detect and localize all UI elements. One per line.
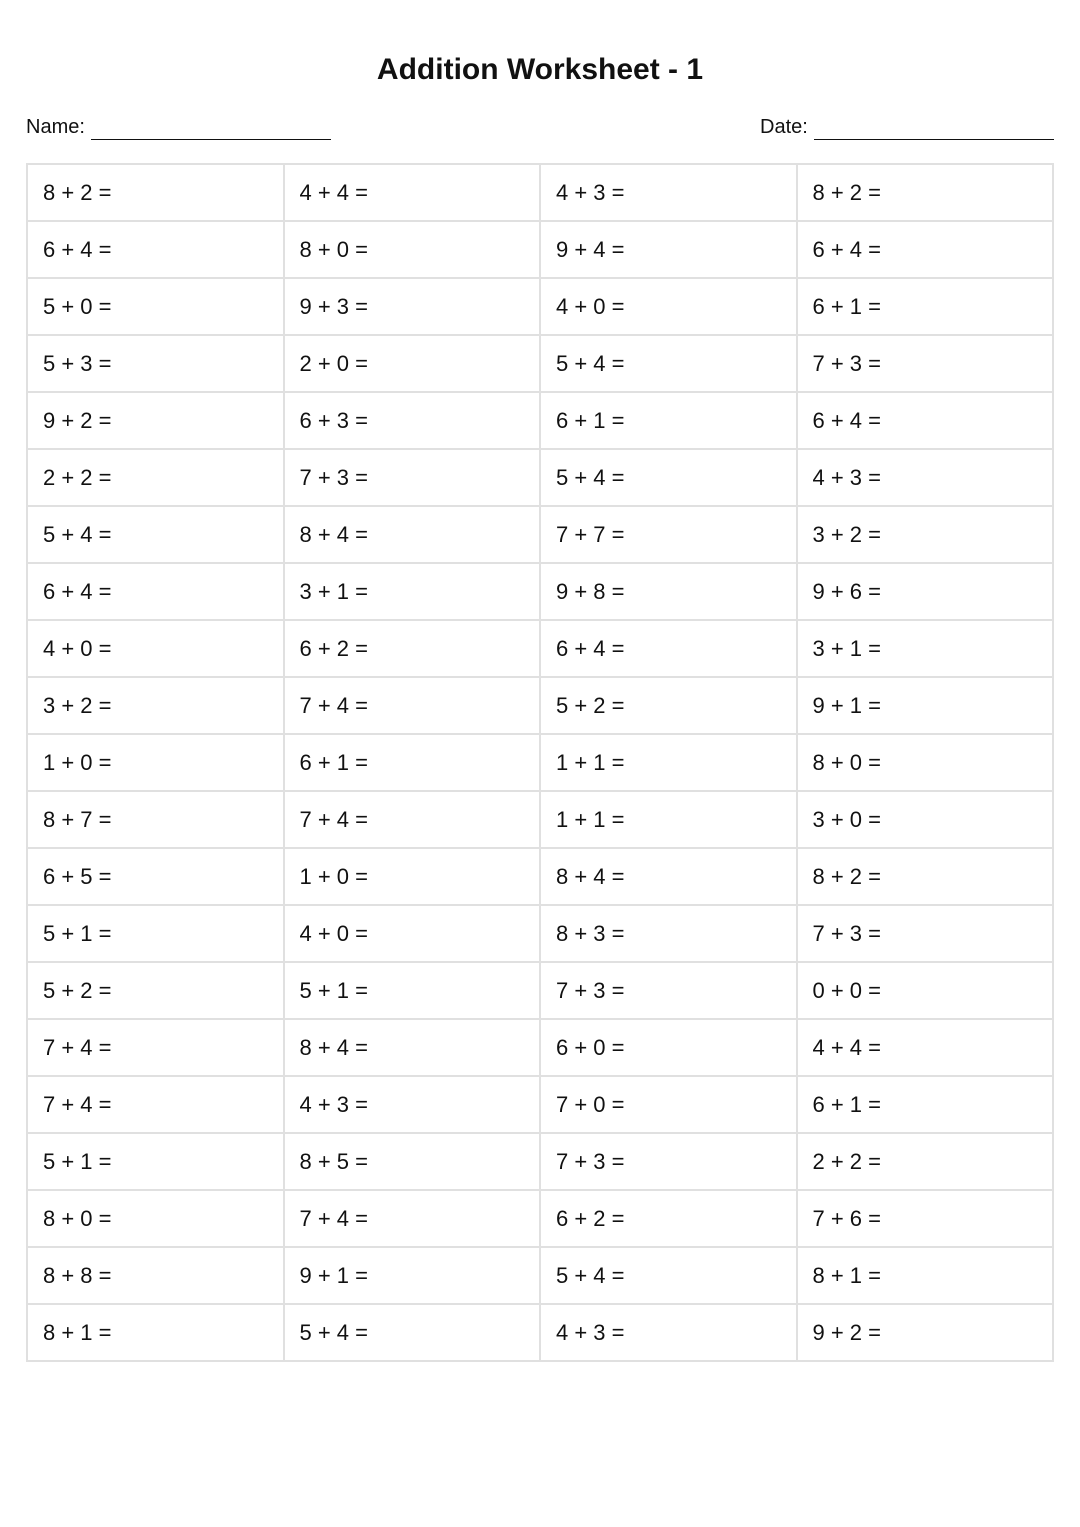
problem-cell: 5 + 4 = [27, 506, 284, 563]
problem-cell: 5 + 4 = [540, 449, 797, 506]
problem-cell: 6 + 4 = [27, 563, 284, 620]
problem-row [27, 620, 1053, 677]
problem-cell: 8 + 0 = [797, 734, 1054, 791]
problem-row [27, 164, 1053, 221]
problem-cell: 7 + 4 = [27, 1076, 284, 1133]
problem-cell: 8 + 0 = [27, 1190, 284, 1247]
problem-cell: 8 + 5 = [284, 1133, 541, 1190]
problem-row [27, 563, 1053, 620]
problem-cell: 8 + 2 = [797, 164, 1054, 221]
problem-cell: 9 + 1 = [797, 677, 1054, 734]
problem-cell: 7 + 0 = [540, 1076, 797, 1133]
problem-cell: 5 + 3 = [27, 335, 284, 392]
problem-cell: 8 + 2 = [27, 164, 284, 221]
problem-cell: 1 + 0 = [284, 848, 541, 905]
problem-cell: 8 + 7 = [27, 791, 284, 848]
problem-cell: 7 + 3 = [797, 905, 1054, 962]
problem-cell: 5 + 4 = [540, 1247, 797, 1304]
problem-cell: 7 + 3 = [797, 335, 1054, 392]
problems-table [26, 163, 1054, 1362]
problem-cell: 6 + 2 = [284, 620, 541, 677]
name-blank-line[interactable] [91, 117, 331, 140]
problem-cell: 6 + 4 = [797, 221, 1054, 278]
problem-cell: 5 + 1 = [284, 962, 541, 1019]
problem-cell: 9 + 6 = [797, 563, 1054, 620]
problem-row [27, 1133, 1053, 1190]
problem-cell: 5 + 4 = [540, 335, 797, 392]
problem-cell: 7 + 3 = [540, 1133, 797, 1190]
problem-row [27, 734, 1053, 791]
problem-row [27, 335, 1053, 392]
problem-cell: 6 + 3 = [284, 392, 541, 449]
problem-row [27, 221, 1053, 278]
problem-cell: 9 + 2 = [27, 392, 284, 449]
problem-row [27, 506, 1053, 563]
problem-cell: 1 + 1 = [540, 791, 797, 848]
date-field [760, 114, 1054, 140]
problem-cell: 7 + 6 = [797, 1190, 1054, 1247]
date-label: Date: [760, 116, 808, 138]
problem-cell: 4 + 0 = [284, 905, 541, 962]
problem-cell: 6 + 5 = [27, 848, 284, 905]
name-label: Name: [26, 116, 85, 138]
problem-cell: 8 + 8 = [27, 1247, 284, 1304]
problem-cell: 9 + 8 = [540, 563, 797, 620]
problem-cell: 5 + 0 = [27, 278, 284, 335]
worksheet-title: Addition Worksheet - 1 [376, 53, 704, 86]
problem-cell: 4 + 0 = [27, 620, 284, 677]
problem-cell: 8 + 1 = [27, 1304, 284, 1361]
problem-cell: 5 + 2 = [540, 677, 797, 734]
problem-cell: 6 + 1 = [284, 734, 541, 791]
problem-cell: 7 + 4 = [284, 677, 541, 734]
problem-cell: 6 + 1 = [540, 392, 797, 449]
problem-cell: 3 + 0 = [797, 791, 1054, 848]
problem-cell: 7 + 3 = [284, 449, 541, 506]
problem-cell: 6 + 4 = [540, 620, 797, 677]
problem-cell: 2 + 0 = [284, 335, 541, 392]
problem-row [27, 677, 1053, 734]
problem-cell: 6 + 1 = [797, 1076, 1054, 1133]
problem-cell: 4 + 3 = [797, 449, 1054, 506]
problem-cell: 4 + 3 = [284, 1076, 541, 1133]
problem-cell: 4 + 3 = [540, 164, 797, 221]
problem-cell: 8 + 4 = [284, 1019, 541, 1076]
problem-row [27, 1076, 1053, 1133]
problem-cell: 5 + 2 = [27, 962, 284, 1019]
problem-cell: 6 + 2 = [540, 1190, 797, 1247]
problem-cell: 1 + 1 = [540, 734, 797, 791]
problem-row [27, 848, 1053, 905]
problem-cell: 6 + 0 = [540, 1019, 797, 1076]
problem-cell: 3 + 2 = [27, 677, 284, 734]
name-field [26, 114, 331, 140]
problem-row [27, 791, 1053, 848]
problem-row [27, 905, 1053, 962]
problem-cell: 5 + 4 = [284, 1304, 541, 1361]
problem-cell: 7 + 4 = [27, 1019, 284, 1076]
problem-cell: 3 + 1 = [284, 563, 541, 620]
problem-cell: 2 + 2 = [797, 1133, 1054, 1190]
problem-cell: 7 + 4 = [284, 1190, 541, 1247]
problem-cell: 8 + 4 = [540, 848, 797, 905]
problem-row [27, 1304, 1053, 1361]
problem-cell: 7 + 3 = [540, 962, 797, 1019]
problem-row [27, 449, 1053, 506]
problem-cell: 9 + 1 = [284, 1247, 541, 1304]
problem-cell: 2 + 2 = [27, 449, 284, 506]
problem-cell: 9 + 3 = [284, 278, 541, 335]
problem-cell: 6 + 4 = [797, 392, 1054, 449]
problem-row [27, 278, 1053, 335]
problem-cell: 3 + 1 = [797, 620, 1054, 677]
problem-row [27, 962, 1053, 1019]
problem-cell: 8 + 1 = [797, 1247, 1054, 1304]
problem-cell: 7 + 4 = [284, 791, 541, 848]
problem-cell: 7 + 7 = [540, 506, 797, 563]
problem-cell: 8 + 4 = [284, 506, 541, 563]
problem-row [27, 1190, 1053, 1247]
problem-row [27, 1247, 1053, 1304]
problem-cell: 8 + 0 = [284, 221, 541, 278]
problem-cell: 5 + 1 = [27, 1133, 284, 1190]
problem-cell: 8 + 3 = [540, 905, 797, 962]
problem-row [27, 1019, 1053, 1076]
problem-cell: 5 + 1 = [27, 905, 284, 962]
date-blank-line[interactable] [814, 117, 1054, 140]
problem-cell: 0 + 0 = [797, 962, 1054, 1019]
problem-cell: 8 + 2 = [797, 848, 1054, 905]
problem-cell: 4 + 4 = [797, 1019, 1054, 1076]
problem-cell: 4 + 0 = [540, 278, 797, 335]
problem-cell: 6 + 4 = [27, 221, 284, 278]
problem-cell: 9 + 2 = [797, 1304, 1054, 1361]
problem-cell: 1 + 0 = [27, 734, 284, 791]
problem-cell: 9 + 4 = [540, 221, 797, 278]
problem-cell: 4 + 3 = [540, 1304, 797, 1361]
problem-cell: 6 + 1 = [797, 278, 1054, 335]
problems-table-body [27, 164, 1053, 1361]
problem-cell: 4 + 4 = [284, 164, 541, 221]
problem-cell: 3 + 2 = [797, 506, 1054, 563]
problem-row [27, 392, 1053, 449]
